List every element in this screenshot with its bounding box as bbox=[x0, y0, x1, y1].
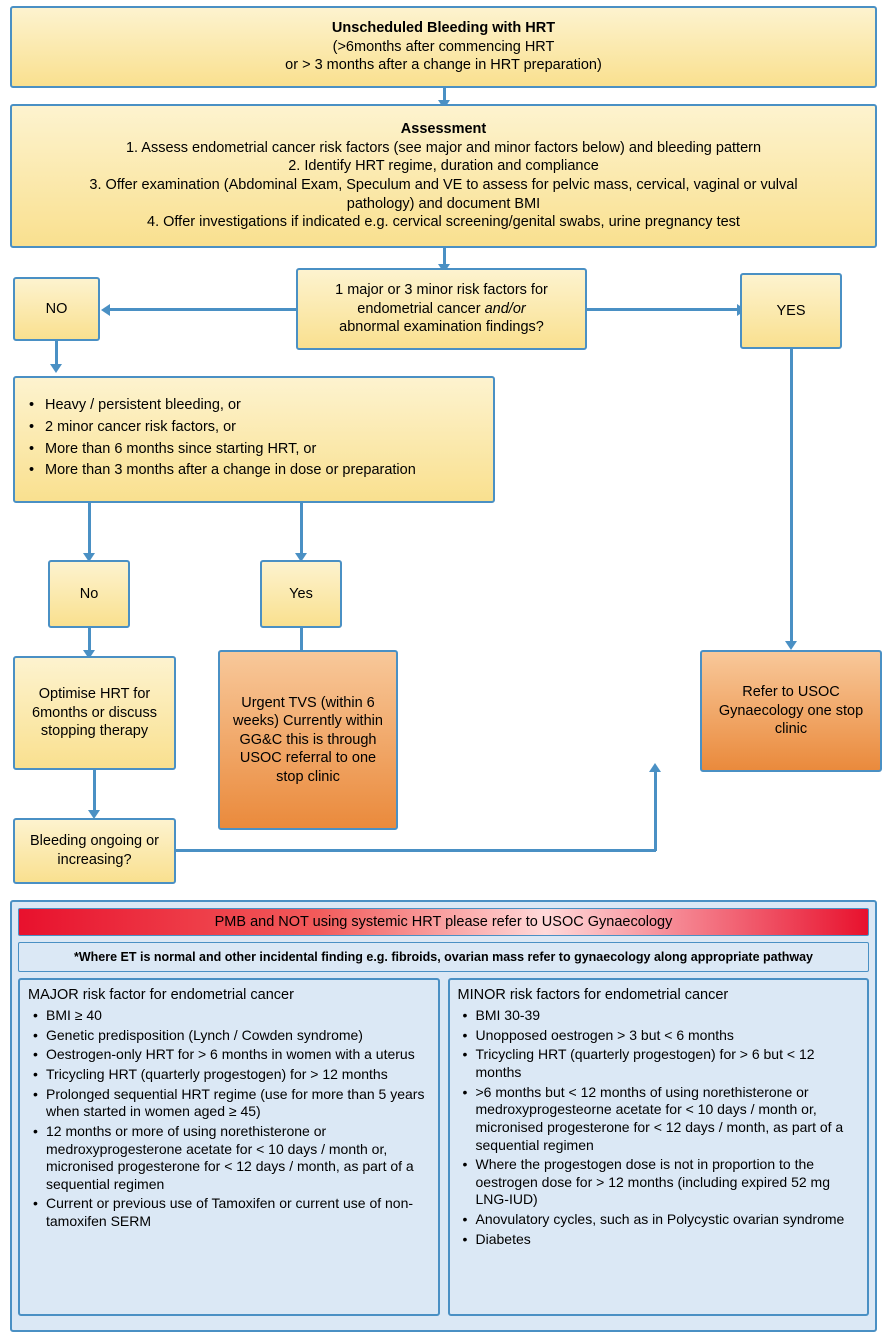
node-criteria-list bbox=[13, 376, 495, 503]
node-no-small bbox=[48, 560, 130, 628]
connector-criteria-yes bbox=[300, 503, 303, 555]
decision-line2-text: endometrial cancer bbox=[357, 300, 485, 317]
list-item: • 12 months or more of using norethisterone or medroxyprogesterone acetate for < 10 days / month or, micronised progesterone for < 12 days / month, as part of a sequential regimen bbox=[46, 1123, 430, 1194]
major-risk-column bbox=[18, 978, 440, 1316]
assessment-item-4: 4. Offer investigations if indicated e.g. cervical screening/genital swabs, urine pregnancy test bbox=[147, 214, 740, 231]
criteria-list bbox=[23, 396, 505, 483]
connector-no-criteria bbox=[55, 341, 58, 366]
list-item: • Tricycling HRT (quarterly progestogen) for > 12 months bbox=[46, 1066, 430, 1084]
list-item: • Where the progestogen dose is not in proportion to the oestrogen dose for > 12 months (including expired 52 mg LNG-IUD) bbox=[476, 1156, 860, 1209]
assessment-item-1: 1. Assess endometrial cancer risk factors (see major and minor factors below) and bleeding pattern bbox=[125, 139, 762, 156]
arrowhead-up bbox=[649, 763, 661, 772]
risk-factors-panel bbox=[10, 900, 877, 1332]
no-label: NO bbox=[45, 300, 68, 317]
node-no bbox=[13, 277, 100, 341]
list-item: • Heavy / persistent bleeding, or bbox=[43, 396, 505, 415]
connector-decision-no bbox=[110, 308, 296, 311]
list-item: • Genetic predisposition (Lynch / Cowden syndrome) bbox=[46, 1027, 430, 1045]
urgent-tvs-text: Urgent TVS (within 6 weeks) Currently within GG&C this is through USOC referral to one stop clinic bbox=[233, 694, 383, 785]
node-unscheduled-bleeding bbox=[10, 6, 877, 88]
connector-criteria-no bbox=[88, 503, 91, 555]
no-small-label: No bbox=[79, 585, 99, 602]
connector-yes-refer bbox=[790, 349, 793, 643]
decision-line2 bbox=[357, 300, 525, 319]
list-item: • Prolonged sequential HRT regime (use for more than 5 years when started in women aged ≥ 45) bbox=[46, 1086, 430, 1121]
list-item: • 2 minor cancer risk factors, or bbox=[43, 418, 505, 437]
node-optimise-hrt bbox=[13, 656, 176, 770]
arrowhead-down bbox=[50, 364, 62, 373]
list-item: • Oestrogen-only HRT for > 6 months in women with a uterus bbox=[46, 1046, 430, 1064]
node-title: Unscheduled Bleeding with HRT bbox=[331, 20, 556, 37]
node-refer-usoc bbox=[700, 650, 882, 772]
major-heading: MAJOR risk factor for endometrial cancer bbox=[28, 987, 294, 1003]
assessment-item-3: 3. Offer examination (Abdominal Exam, Speculum and VE to assess for pelvic mass, cervical, vaginal or vulval pathology) and document BMI bbox=[89, 177, 798, 212]
list-item: • More than 6 months since starting HRT, or bbox=[43, 440, 505, 459]
optimise-text: Optimise HRT for 6months or discuss stopping therapy bbox=[32, 686, 157, 740]
connector-decision-yes bbox=[587, 308, 739, 311]
node-assessment bbox=[10, 104, 877, 248]
incidental-finding-note bbox=[18, 942, 869, 972]
connector-yessmall-tvs bbox=[300, 628, 303, 652]
yes-label: YES bbox=[776, 302, 806, 319]
connector-optimise-bleeding bbox=[93, 770, 96, 812]
connector-bleeding-right bbox=[176, 849, 656, 852]
list-item: • >6 months but < 12 months of using norethisterone or medroxyprogesteorne acetate for < 10 days / month or, micronised progesterone for < 12 days / month, as part of a sequential regimen bbox=[476, 1084, 860, 1155]
decision-line2-italic: and/or bbox=[484, 300, 526, 317]
node-risk-decision bbox=[296, 268, 587, 350]
list-item: • BMI ≥ 40 bbox=[46, 1007, 430, 1025]
assessment-item-2: 2. Identify HRT regime, duration and compliance bbox=[288, 158, 599, 175]
node-urgent-tvs bbox=[218, 650, 398, 830]
arrowhead-left bbox=[101, 304, 110, 316]
minor-heading: MINOR risk factors for endometrial cancer bbox=[457, 987, 729, 1003]
decision-line1: 1 major or 3 minor risk factors for bbox=[335, 282, 548, 299]
minor-risk-column bbox=[448, 978, 870, 1316]
yes-small-label: Yes bbox=[289, 585, 313, 602]
node-bleeding-ongoing bbox=[13, 818, 176, 884]
assessment-title: Assessment bbox=[400, 121, 487, 138]
risk-columns bbox=[18, 978, 869, 1316]
node-yes bbox=[740, 273, 842, 349]
major-risk-list bbox=[28, 1007, 430, 1231]
connector-bleeding-up bbox=[654, 772, 657, 851]
node-yes-small bbox=[260, 560, 342, 628]
list-item: • Diabetes bbox=[476, 1231, 860, 1249]
pmb-banner bbox=[18, 908, 869, 936]
pmb-banner-text: PMB and NOT using systemic HRT please refer to USOC Gynaecology bbox=[214, 914, 673, 930]
node-line2: (>6months after commencing HRT bbox=[332, 38, 555, 55]
refer-usoc-text: Refer to USOC Gynaecology one stop clinic bbox=[718, 684, 864, 738]
list-item: • Tricycling HRT (quarterly progestogen) for > 6 but < 12 months bbox=[476, 1046, 860, 1081]
decision-line3: abnormal examination findings? bbox=[339, 319, 544, 336]
list-item: • Current or previous use of Tamoxifen or current use of non-tamoxifen SERM bbox=[46, 1195, 430, 1230]
list-item: • Unopposed oestrogen > 3 but < 6 months bbox=[476, 1027, 860, 1045]
connector-nosmall-optimise bbox=[88, 628, 91, 652]
list-item: • BMI 30-39 bbox=[476, 1007, 860, 1025]
list-item: • More than 3 months after a change in dose or preparation bbox=[43, 461, 505, 480]
note-text: *Where ET is normal and other incidental finding e.g. fibroids, ovarian mass refer to gynaecology along appropriate pathway bbox=[73, 950, 814, 964]
bleeding-ongoing-text: Bleeding ongoing or increasing? bbox=[30, 833, 159, 868]
arrowhead-down bbox=[785, 641, 797, 650]
minor-risk-list bbox=[458, 1007, 860, 1248]
list-item: • Anovulatory cycles, such as in Polycystic ovarian syndrome bbox=[476, 1211, 860, 1229]
node-line3: or > 3 months after a change in HRT preparation) bbox=[285, 57, 602, 74]
